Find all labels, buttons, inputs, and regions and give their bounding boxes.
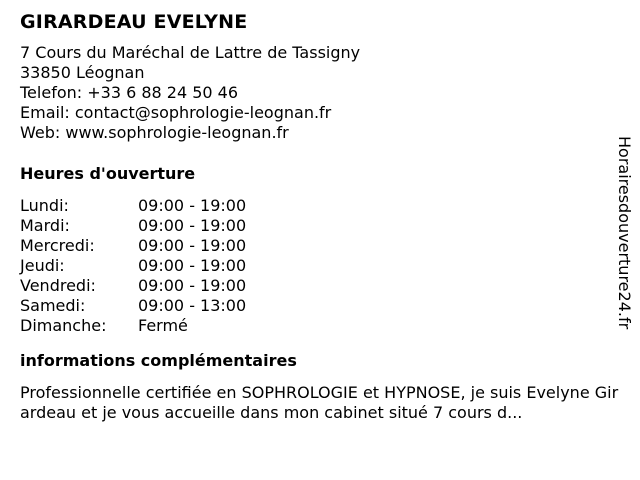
hours-table	[20, 196, 246, 336]
day-label: Dimanche:	[20, 316, 107, 335]
day-time: Fermé	[138, 316, 188, 335]
address-line-1: 7 Cours du Maréchal de Lattre de Tassigny	[20, 43, 361, 62]
day-label: Lundi:	[20, 196, 69, 215]
day-time: 09:00 - 19:00	[138, 256, 247, 275]
day-label: Vendredi:	[20, 276, 96, 295]
web-line: Web: www.sophrologie-leognan.fr	[20, 123, 289, 142]
day-time: 09:00 - 19:00	[138, 196, 247, 215]
watermark-text: Horairesdouverture24.fr	[615, 136, 634, 330]
day-time: 09:00 - 13:00	[138, 296, 247, 315]
hours-row	[20, 256, 246, 276]
hours-row	[20, 276, 246, 296]
info-heading: informations complémentaires	[20, 351, 297, 370]
day-label: Jeudi:	[20, 256, 65, 275]
day-time: 09:00 - 19:00	[138, 276, 247, 295]
hours-heading: Heures d'ouverture	[20, 164, 196, 183]
day-time: 09:00 - 19:00	[138, 216, 247, 235]
day-label: Samedi:	[20, 296, 86, 315]
business-card	[20, 10, 620, 423]
email-line: Email: contact@sophrologie-leognan.fr	[20, 103, 332, 122]
hours-row	[20, 236, 246, 256]
hours-row	[20, 296, 246, 316]
hours-row	[20, 216, 246, 236]
contact-block	[20, 43, 620, 143]
hours-row	[20, 316, 246, 336]
day-time: 09:00 - 19:00	[138, 236, 247, 255]
day-label: Mardi:	[20, 216, 70, 235]
hours-row	[20, 196, 246, 216]
phone-line: Telefon: +33 6 88 24 50 46	[20, 83, 239, 102]
business-name: GIRARDEAU EVELYNE	[20, 11, 248, 33]
address-line-2: 33850 Léognan	[20, 63, 145, 82]
info-description: Professionnelle certifiée en SOPHROLOGIE et HYPNOSE, je suis Evelyne Girardeau et je vous accueille dans mon cabinet situé 7 cours d...	[20, 383, 619, 422]
day-label: Mercredi:	[20, 236, 95, 255]
